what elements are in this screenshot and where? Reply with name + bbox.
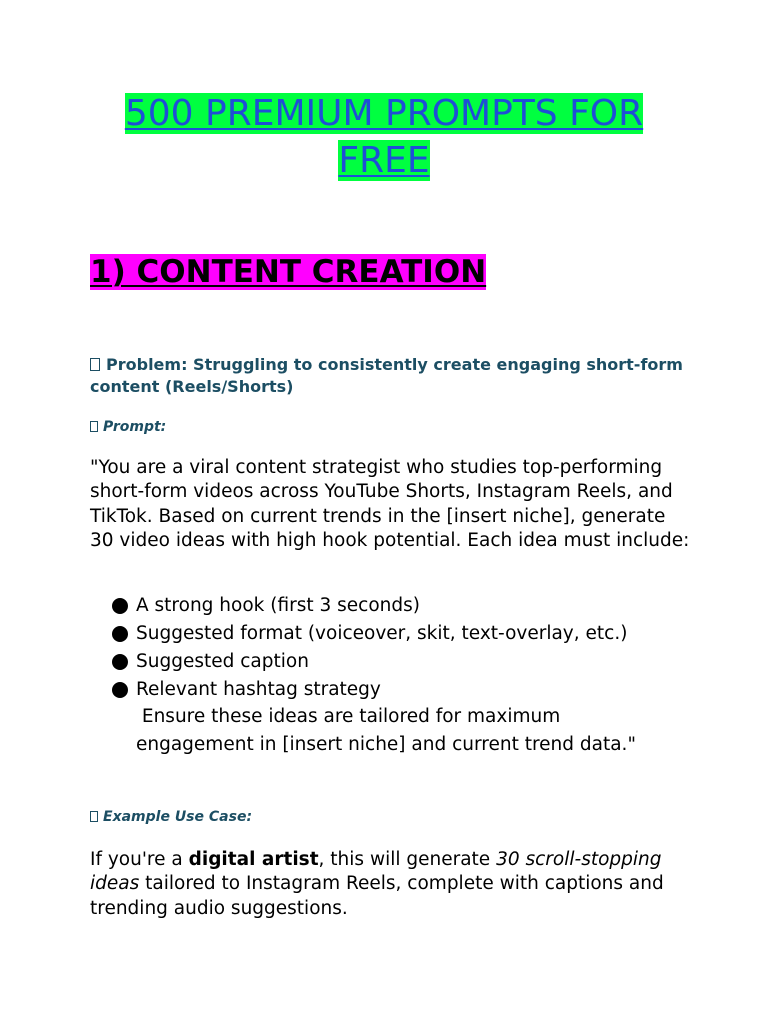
prompt-intro: "You are a viral content strategist who studies top-performing short-form videos across YouTube Shorts, Instagram Reels, and TikTok. Based on current trends in the [insert niche], generate 30 video ideas with high hook potential. Each idea must include: [90, 457, 690, 551]
bullet-text: Relevant hashtag strategy [136, 679, 381, 700]
section-heading [90, 252, 486, 292]
example-icon [90, 811, 98, 822]
prompt-closing: Ensure these ideas are tailored for maximum engagement in [insert niche] and current trend data." [136, 706, 636, 755]
prompt-icon [90, 421, 98, 432]
prompt-bullet-list [112, 592, 712, 704]
problem-text: Problem: Struggling to consistently create engaging short-form content (Reels/Shorts) [90, 355, 683, 396]
list-item [112, 592, 712, 620]
bullet-text: A strong hook (first 3 seconds) [136, 595, 420, 616]
example-italic: 30 scroll-stopping ideas [90, 849, 662, 895]
title-line-1: 500 PREMIUM PROMPTS FOR [124, 93, 644, 134]
example-text [90, 848, 690, 921]
example-label-text: Example Use Case: [103, 809, 253, 825]
prompt-label-text: Prompt: [103, 419, 167, 435]
example-text-part: tailored to Instagram Reels, complete with captions and trending audio suggestions. [90, 873, 664, 919]
bullet-icon [112, 598, 128, 614]
bullet-icon [112, 682, 128, 698]
bullet-text: Suggested caption [136, 651, 309, 672]
problem-icon [90, 358, 100, 371]
bullet-text: Suggested format (voiceover, skit, text-overlay, etc.) [136, 623, 628, 644]
bullet-icon [112, 654, 128, 670]
document-title [60, 90, 708, 184]
section-heading-text: 1) CONTENT CREATION [90, 254, 487, 290]
bullet-icon [112, 626, 128, 642]
prompt-label [90, 418, 166, 436]
list-item [112, 648, 712, 676]
example-text-part: , this will generate [318, 849, 497, 870]
title-line-2: FREE [338, 140, 430, 181]
list-item [112, 676, 712, 704]
list-item [112, 620, 712, 648]
example-bold: digital artist [188, 849, 319, 870]
example-label [90, 808, 252, 826]
problem-statement [90, 354, 690, 398]
example-text-part: If you're a [90, 849, 189, 870]
